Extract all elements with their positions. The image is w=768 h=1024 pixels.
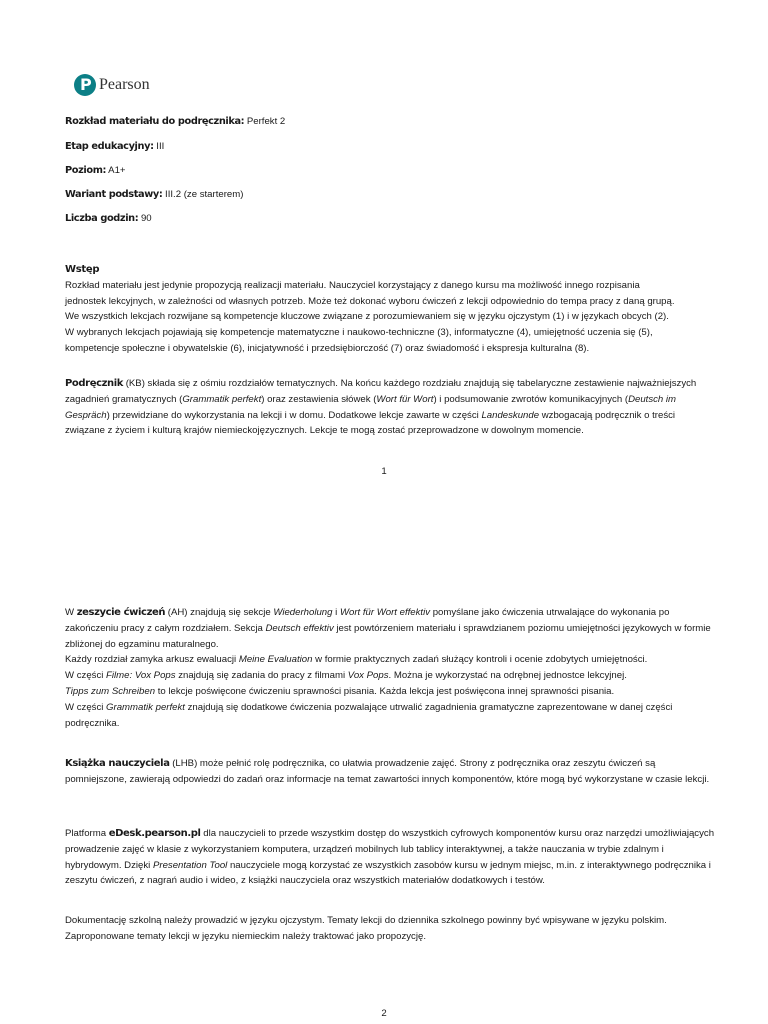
pearson-logo-icon xyxy=(74,74,96,96)
ah-tipps: Tipps zum Schreiben to lekcje poświęcone ćwiczeniu sprawności pisania. Każda lekcja jest poświęcona innej sprawności pisania. xyxy=(65,685,615,697)
intro-heading: Wstęp xyxy=(65,264,100,275)
ah-term: zeszycie ćwiczeń xyxy=(76,607,166,618)
edesk-paragraph: Platforma eDesk.pearson.pl dla nauczycieli to przede wszystkim dostęp do wszystkich cyfrowych komponentów kursu oraz narzędzi umożliwiających prowadzenie zajęć w klasie z wykorzystaniem komputera, urządzeń mobilnych lub tablicy interaktywnej, a także nauczania w trybie zdalnym i hybrydowym. Dzięki Presentation Tool nauczyciele mogą korzystać ze wszystkich zasobów kursu w jednym miejsc, m.in. z interaktywnego podręcznika i zeszytu ćwiczeń, z nagrań audio i wideo, z książki nauczyciela oraz wszystkich materiałów dodatkowych i testów. xyxy=(65,828,715,887)
pearson-logo xyxy=(74,72,150,98)
kb-term: Podręcznik xyxy=(65,378,124,389)
meta-hours: Liczba godzin: 90 xyxy=(65,213,152,224)
page-number: 2 xyxy=(381,1008,387,1019)
intro-line: Rozkład materiału jest jedynie propozycją realizacji materiału. Nauczyciel korzystający z danego kursu ma możliwość innego rozpisania xyxy=(65,279,640,291)
meta-stage: Etap edukacyjny: III xyxy=(65,141,165,152)
kb-paragraph: Podręcznik (KB) składa się z ośmiu rozdziałów tematycznych. Na końcu każdego rozdziału znajdują się tabelaryczne zestawienie najważniejszych zagadnień gramatycznych (Grammatik perfekt) oraz zestawienia słówek (Wort für Wort) i podsumowanie zwrotów komunikacyjnych (Deutsch im Gespräch) przewidziane do wykorzystania na lekcji i w domu. Dodatkowe lekcje zawarte w części Landeskunde wzbogacają podręcznik o treści związane z życiem i kulturą krajów niemieckojęzycznych. Lekcje te mogą zostać przeprowadzone w dowolnym momencie. xyxy=(65,378,697,437)
meta-variant: Wariant podstawy: III.2 (ze starterem) xyxy=(65,189,244,200)
ah-paragraph: W zeszycie ćwiczeń (AH) znajdują się sekcje Wiederholung i Wort für Wort effektiv pomyślane jako ćwiczenia utrwalające do wykonania po zakończeniu pracy z całym rozdziałem. Sekcja Deutsch effektiv jest powtórzeniem materiału i sprawdzianem poziomu umiejętności językowych w formie zbliżonej do egzaminu maturalnego. xyxy=(65,607,711,650)
meta-level: Poziom: A1+ xyxy=(65,165,126,176)
pearson-logo-text: Pearson xyxy=(99,76,150,94)
ah-section xyxy=(65,605,715,731)
intro-line: jednostek lekcyjnych, w zależności od własnych potrzeb. Może też dokonać wyboru ćwiczeń z lekcji odpowiednio do tempa pracy z daną grupą. xyxy=(65,295,675,307)
meta-title: Rozkład materiału do podręcznika: Perfekt 2 xyxy=(65,116,286,127)
lhb-term: Książka nauczyciela xyxy=(65,758,170,769)
ah-vox-pops: W części Filme: Vox Pops znajdują się zadania do pracy z filmami Vox Pops. Można je wykorzystać na odrębnej jednostce lekcyjnej. xyxy=(65,670,627,682)
page-number: 1 xyxy=(381,466,387,477)
ah-evaluation: Każdy rozdział zamyka arkusz ewaluacji Meine Evaluation w formie praktycznych zadań służący kontroli i ocenie zdobytych umiejętności. xyxy=(65,654,648,666)
edesk-term: eDesk.pearson.pl xyxy=(108,828,201,839)
docs-paragraph: Dokumentację szkolną należy prowadzić w języku ojczystym. Tematy lekcji do dziennika szkolnego powinny być wpisywane w języku polskim. Zaproponowane tematy lekcji w języku niemieckim należy traktować jako propozycję. xyxy=(65,915,667,942)
intro-line: We wszystkich lekcjach rozwijane są kompetencje kluczowe związane z porozumiewaniem się w języku ojczystym (1) i w językach obcych (2). xyxy=(65,311,669,323)
intro-line: kompetencje społeczne i obywatelskie (6), inicjatywność i przedsiębiorczość (7) oraz świadomość i ekspresja kulturalna (8). xyxy=(65,342,590,354)
intro-section xyxy=(65,262,715,357)
ah-grammatik: W części Grammatik perfekt znajdują się dodatkowe ćwiczenia pozwalające utrwalić zagadnienia gramatyczne zaprezentowane w danej części podręcznika. xyxy=(65,701,673,729)
lhb-paragraph: Książka nauczyciela (LHB) może pełnić rolę podręcznika, co ułatwia prowadzenie zajęć. Strony z podręcznika oraz zeszytu ćwiczeń są pomniejszone, zawierają odpowiedzi do zadań oraz informacje na temat zawartości innych komponentów, które mogą być wykorzystane w czasie lekcji. xyxy=(65,758,710,785)
intro-line: W wybranych lekcjach pojawiają się kompetencje matematyczne i naukowo-techniczne (3), informatyczne (4), umiejętność uczenia się (5), xyxy=(65,327,653,339)
